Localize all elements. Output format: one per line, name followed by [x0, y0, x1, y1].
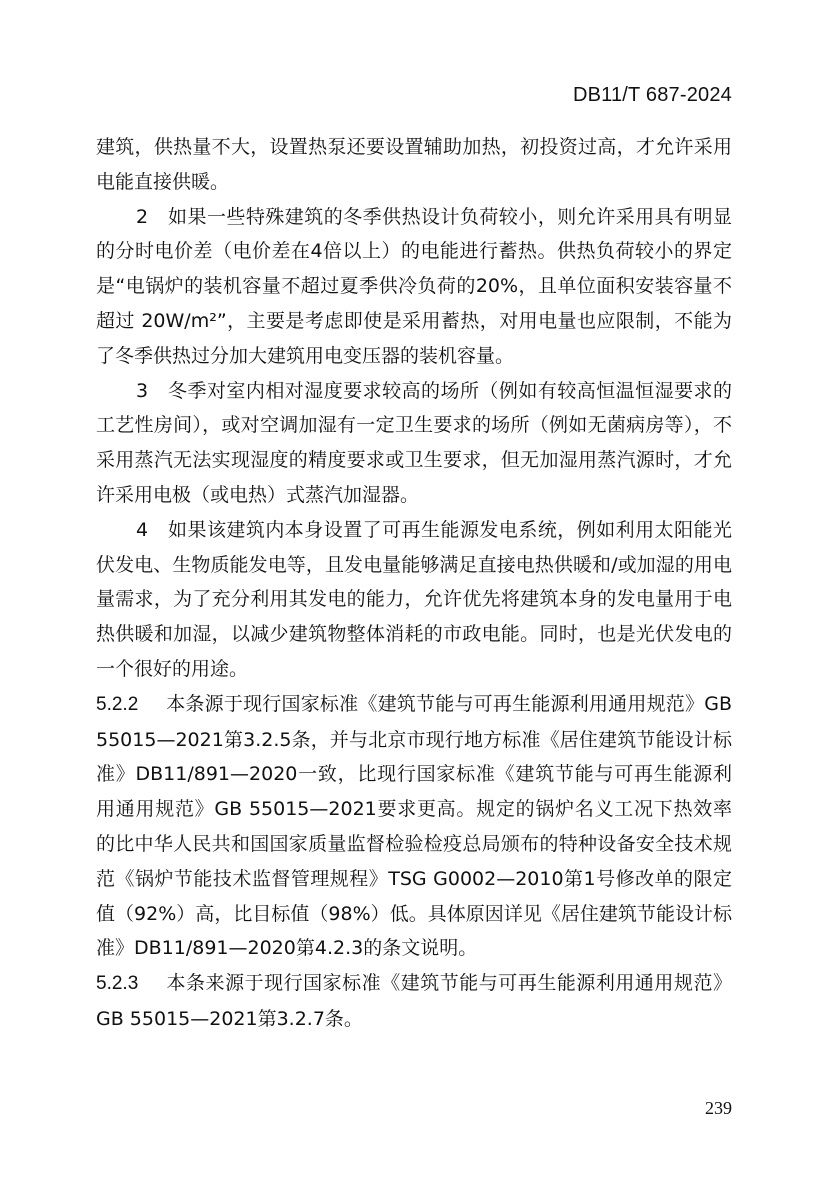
document-body [96, 130, 732, 1037]
page-number: 239 [705, 1098, 732, 1118]
clause-number: 5.2.2 [96, 693, 139, 715]
standard-code: DB11/T 687-2024 [572, 84, 732, 106]
clause-text: 本条来源于现行国家标准《建筑节能与可再生能源利用通用规范》GB 55015—2021第3.2.7条。 [96, 972, 732, 1030]
paragraph-item-3: 3 冬季对室内相对湿度要求较高的场所（例如有较高恒温恒湿要求的工艺性房间），或对空调加湿有一定卫生要求的场所（例如无菌病房等），不采用蒸汽无法实现湿度的精度要求或卫生要求，但无加湿用蒸汽源时，才允许采用电极（或电热）式蒸汽加湿器。 [96, 379, 732, 506]
clause-text: 本条源于现行国家标准《建筑节能与可再生能源利用通用规范》GB 55015—2021第3.2.5条，并与北京市现行地方标准《居住建筑节能设计标准》DB11/891—2020一致，比现行国家标准《建筑节能与可再生能源利用通用规范》GB 55015—2021要求更高。规定的锅炉名义工况下热效率的比中华人民共和国国家质量监督检验检疫总局颁布的特种设备安全技术规范《锅炉节能技术监督管理规程》TSG G0002—2010第1号修改单的限定值（92%）高，比目标值（98%）低。具体原因详见《居住建筑节能设计标准》DB11/891—2020第4.2.3的条文说明。 [96, 692, 732, 960]
clause-5-2-2 [96, 687, 732, 966]
paragraph-continuation: 建筑，供热量不大，设置热泵还要设置辅助加热，初投资过高，才允许采用电能直接供暖。 [96, 136, 732, 193]
clause-number: 5.2.3 [96, 973, 139, 995]
paragraph-item-2: 2 如果一些特殊建筑的冬季供热设计负荷较小，则允许采用具有明显的分时电价差（电价差在4倍以上）的电能进行蓄热。供热负荷较小的界定是“电锅炉的装机容量不超过夏季供冷负荷的20%，且单位面积安装容量不超过 20W/m²”，主要是考虑即使是采用蓄热，对用电量也应限制，不能为了冬季供热过分加大建筑用电变压器的装机容量。 [96, 205, 732, 367]
paragraph-item-4: 4 如果该建筑内本身设置了可再生能源发电系统，例如利用太阳能光伏发电、生物质能发电等，且发电量能够满足直接电热供暖和/或加湿的用电量需求，为了充分利用其发电的能力，允许优先将建筑本身的发电量用于电热供暖和加湿，以减少建筑物整体消耗的市政电能。同时，也是光伏发电的一个很好的用途。 [96, 518, 732, 680]
clause-5-2-3 [96, 966, 732, 1037]
